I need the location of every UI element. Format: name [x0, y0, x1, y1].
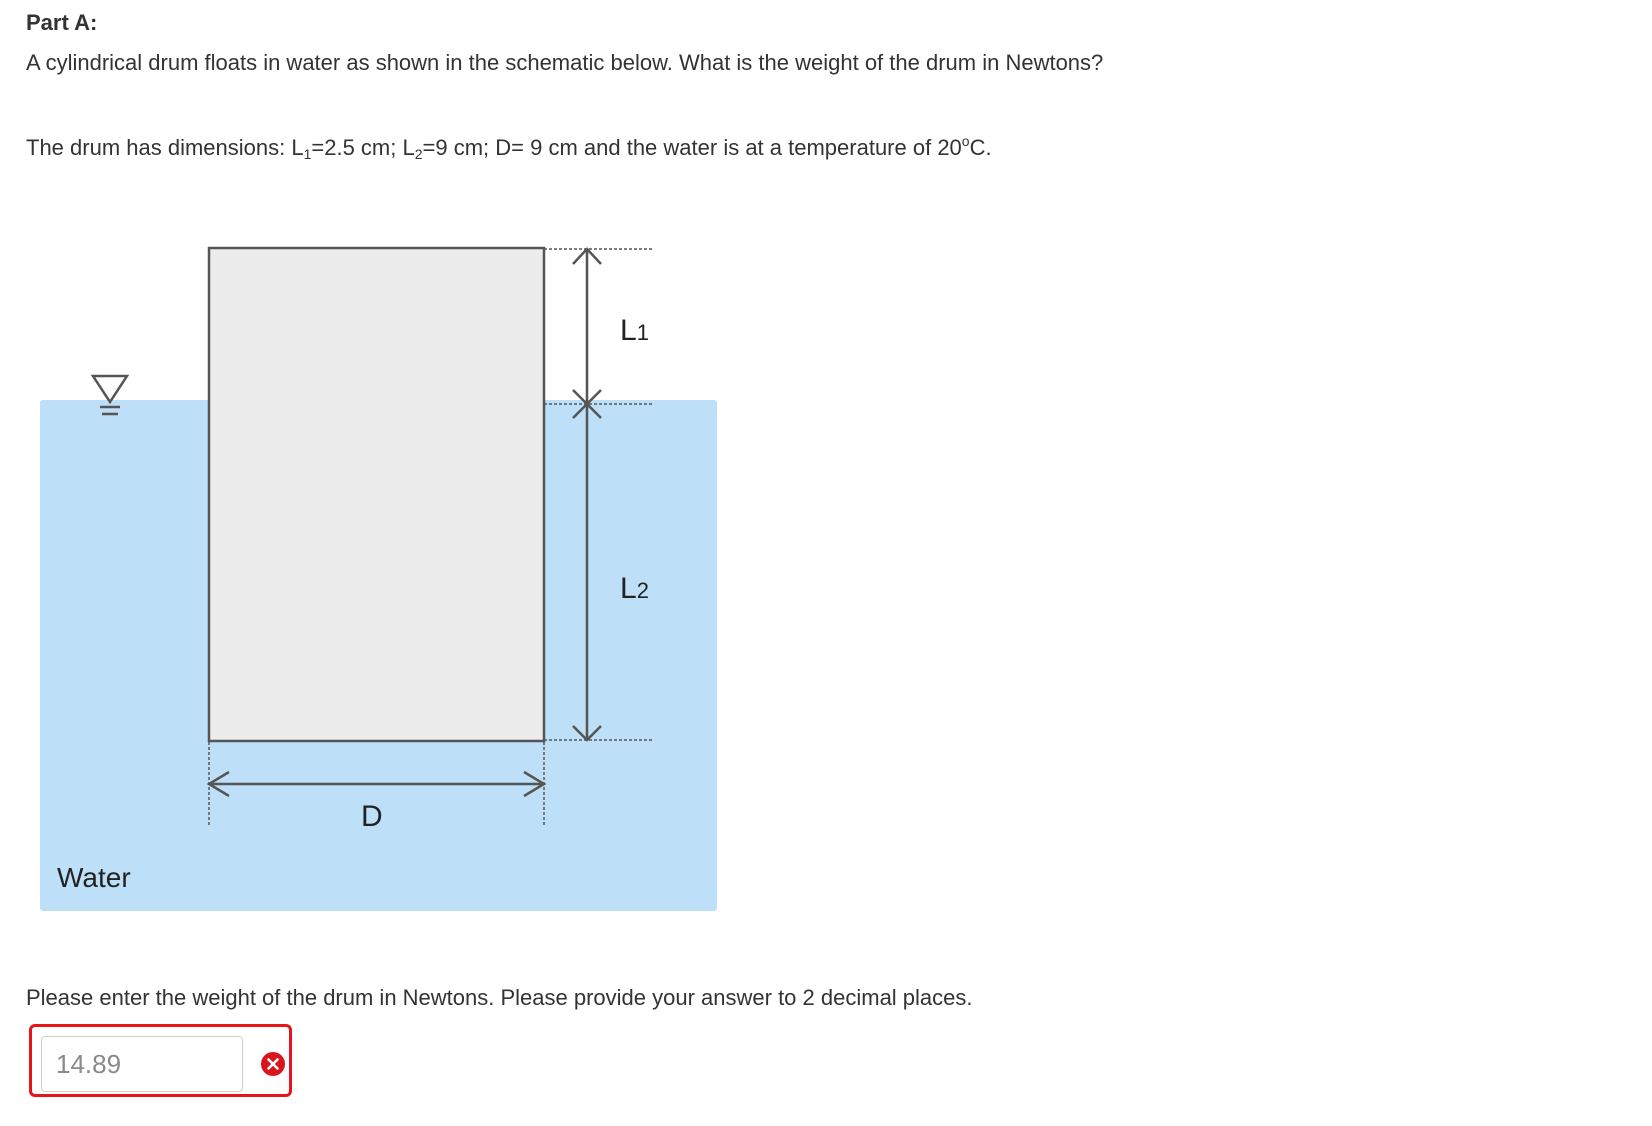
answer-container — [29, 1024, 292, 1097]
label-d: D — [361, 800, 383, 833]
drum — [209, 248, 544, 741]
label-water: Water — [57, 862, 131, 893]
dims-l2-value: =9 cm; D= 9 cm and the water is at a temperature of 20 — [422, 135, 962, 160]
label-l1: L1 — [620, 314, 649, 347]
dims-l1-sub: 1 — [303, 146, 312, 162]
question-text: A cylindrical drum floats in water as shown in the schematic below. What is the weight of the drum in Newtons? — [26, 50, 1104, 75]
dims-l2-sub: 2 — [414, 146, 423, 162]
answer-input[interactable] — [41, 1036, 243, 1092]
dims-degree: o — [961, 133, 970, 149]
part-title: Part A: — [26, 10, 98, 35]
error-x-icon — [260, 1051, 286, 1077]
label-l2: L2 — [620, 572, 649, 605]
dims-l1-value: =2.5 cm; L — [311, 135, 415, 160]
answer-instruction: Please enter the weight of the drum in Newtons. Please provide your answer to 2 decimal places. — [26, 985, 973, 1010]
dims-suffix: C. — [969, 135, 992, 160]
dims-prefix: The drum has dimensions: L — [26, 135, 304, 160]
